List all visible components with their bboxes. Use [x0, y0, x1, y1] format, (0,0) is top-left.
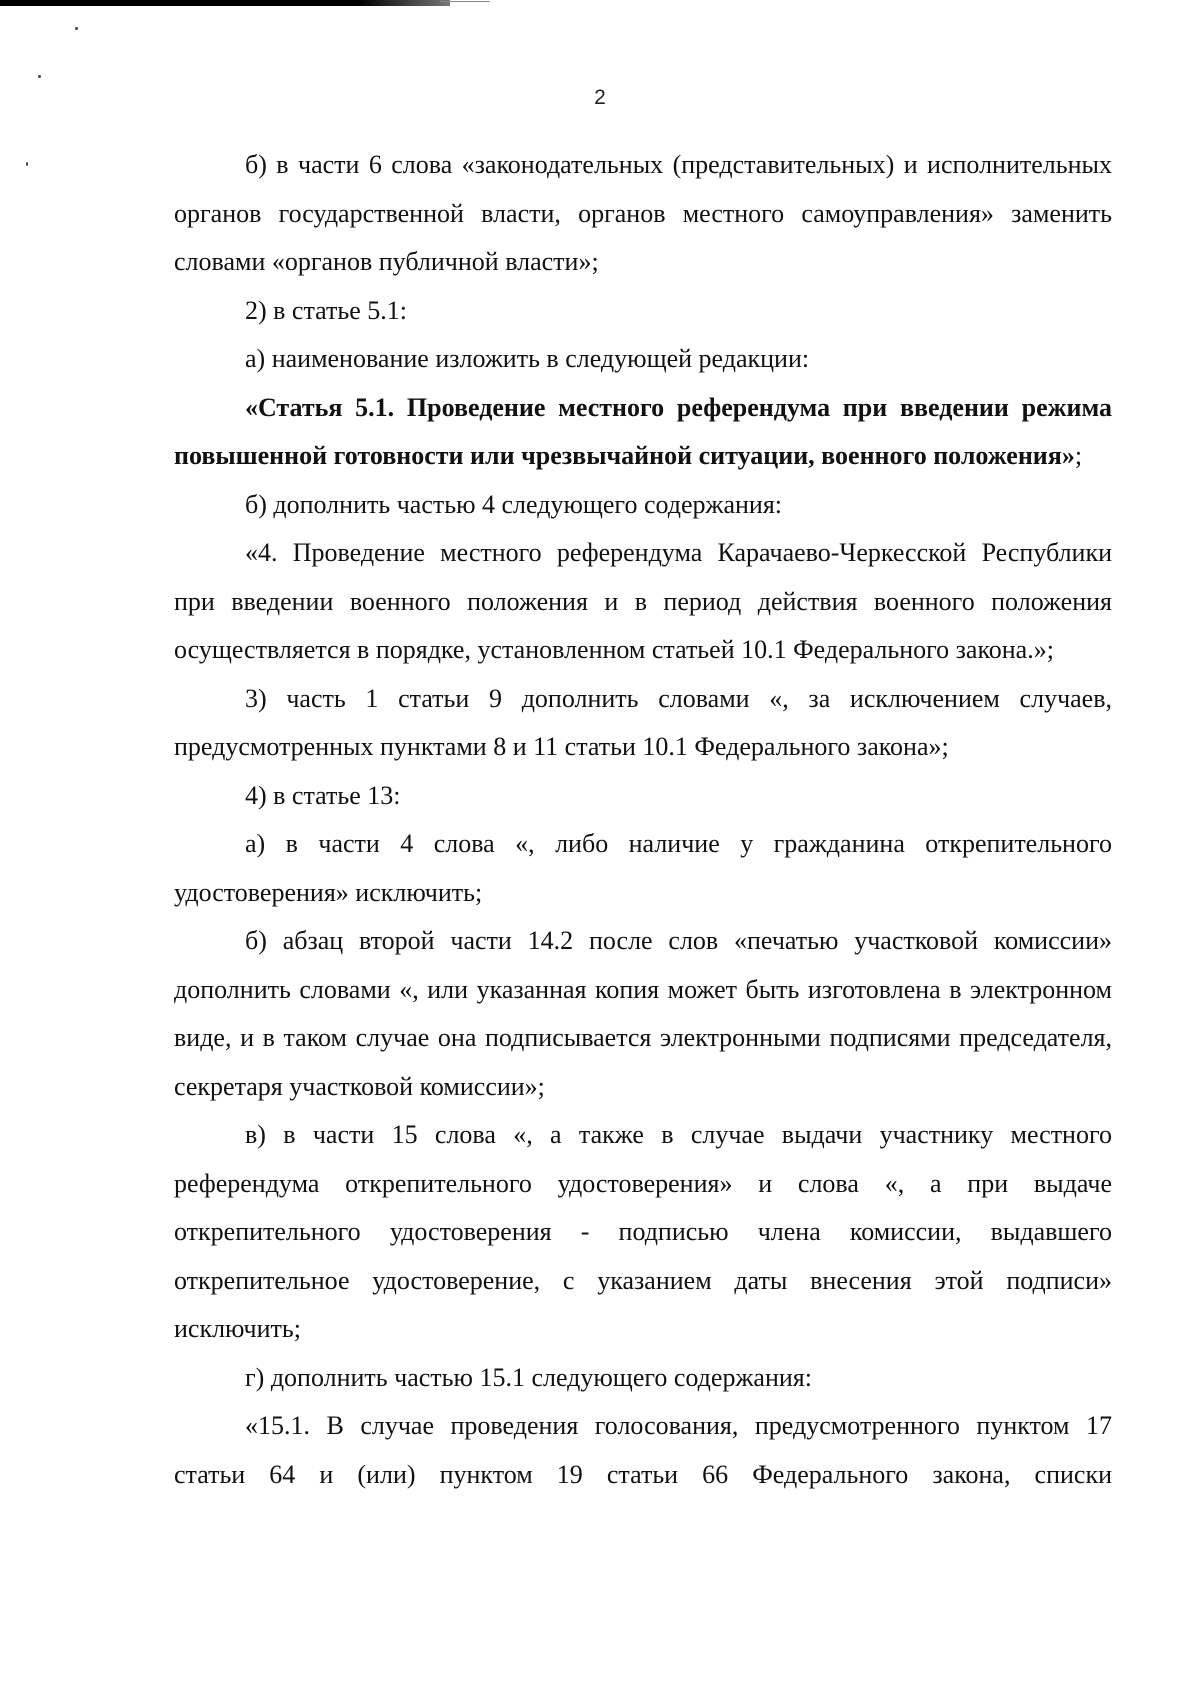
paragraph-2a: а) наименование изложить в следующей редакции: — [245, 344, 810, 373]
article-title-bold: «Статья 5.1. Проведение местного референдума при введении режима повышенной готовности или чрезвычайной ситуации, военного положения» — [174, 392, 1112, 470]
paragraph-part-4: «4. Проведение местного референдума Карачаево-Черкесской Республики при введении военного положения и в период действия военного положения осуществляется в порядке, установленном статьей 10.1 Федерального закона.»; — [174, 538, 1112, 664]
paragraph-article-title — [174, 384, 1112, 481]
document-body — [174, 141, 1112, 1499]
paragraph-4b: б) абзац второй части 14.2 после слов «печатью участковой комиссии» дополнить словами «, или указанная копия может быть изготовлена в электронном виде, и в таком случае она подписывается электронными подписями председателя, секретаря участковой комиссии»; — [174, 926, 1112, 1101]
paragraph-4a: а) в части 4 слова «, либо наличие у гражданина открепительного удостоверения» исключить; — [174, 829, 1112, 907]
paragraph-2: 2) в статье 5.1: — [245, 295, 408, 325]
paragraph-4: 4) в статье 13: — [245, 780, 401, 810]
scan-edge-rule — [0, 0, 450, 6]
paragraph-4g: г) дополнить частью 15.1 следующего содержания: — [245, 1362, 812, 1392]
scan-speck — [75, 27, 78, 30]
scan-edge-rule-thin — [440, 1, 490, 2]
article-title-tail: ; — [1074, 441, 1083, 470]
paragraph-6b: б) в части 6 слова «законодательных (представительных) и исполнительных органов государственной власти, органов местного самоуправления» заменить словами «органов публичной власти»; — [174, 150, 1112, 276]
scan-speck — [26, 162, 28, 166]
page-number: 2 — [594, 86, 606, 109]
paragraph-2b: б) дополнить частью 4 следующего содержания: — [245, 489, 783, 519]
paragraph-15-1: «15.1. В случае проведения голосования, предусмотренного пунктом 17 статьи 64 и (или) пунктом 19 статьи 66 Федерального закона, списки — [174, 1411, 1112, 1489]
paragraph-4v: в) в части 15 слова «, а также в случае выдачи участнику местного референдума открепительного удостоверения» и слова «, а при выдаче открепительного удостоверения - подписью члена комиссии, выдавшего открепительное удостоверение, с указанием даты внесения этой подписи» исключить; — [174, 1120, 1112, 1343]
scan-speck — [38, 75, 41, 78]
paragraph-3: 3) часть 1 статьи 9 дополнить словами «, за исключением случаев, предусмотренных пунктами 8 и 11 статьи 10.1 Федерального закона»; — [174, 683, 1112, 761]
